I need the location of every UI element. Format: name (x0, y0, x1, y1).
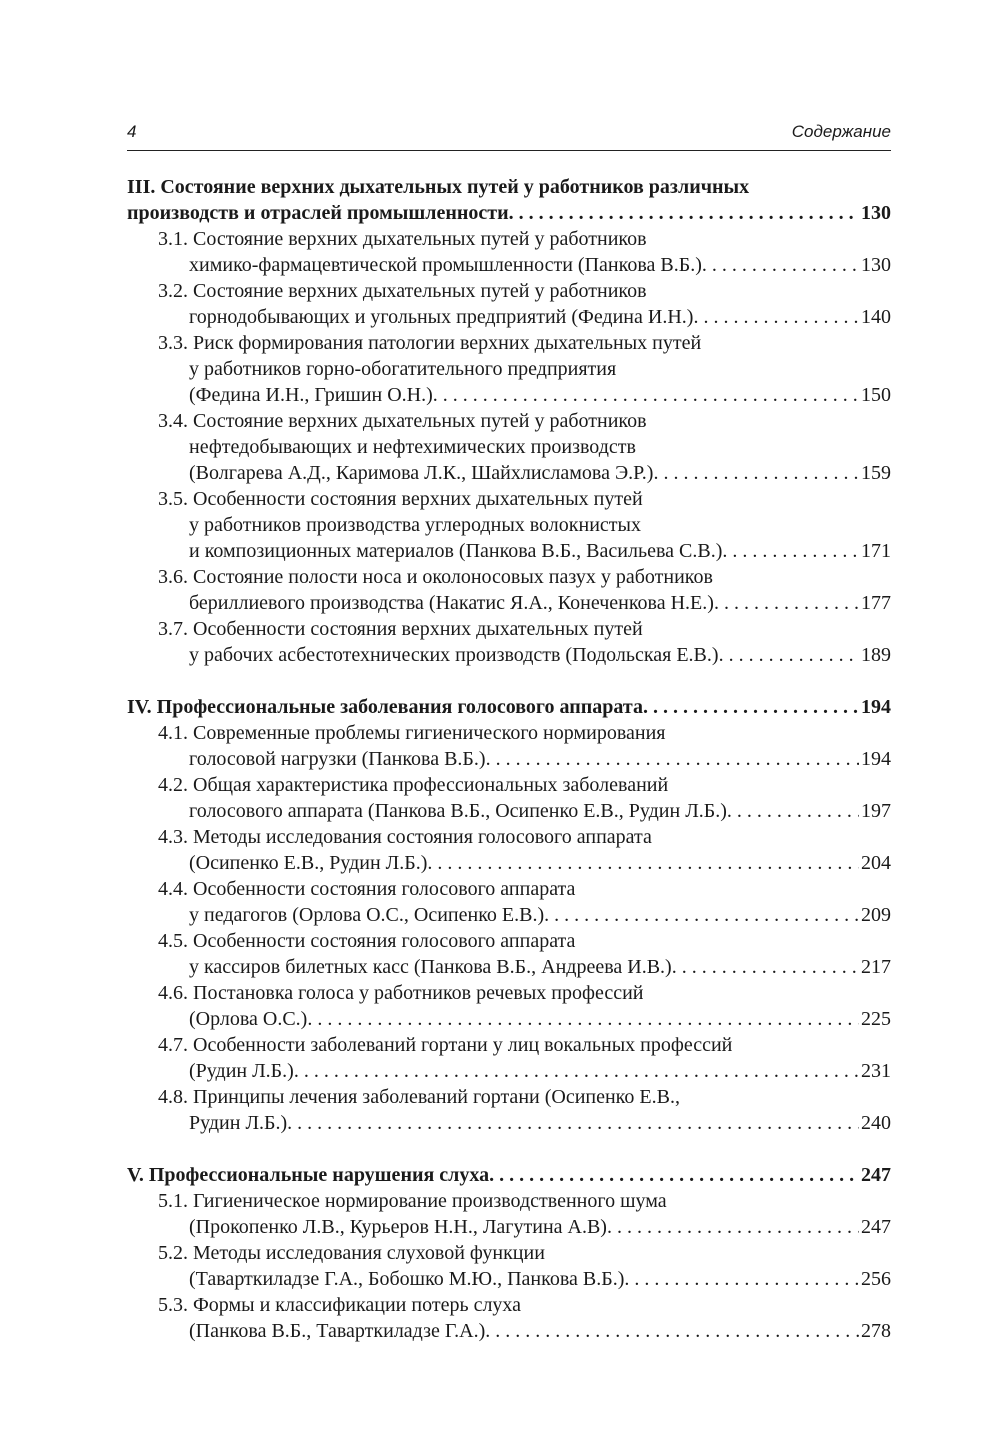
toc-entry-text: IV. Профессиональные заболевания голосового аппарата (127, 696, 643, 718)
toc-entry-line (127, 876, 891, 902)
toc-section[interactable] (127, 564, 891, 616)
toc-entry-last-line (127, 460, 891, 486)
toc-entry-text: и композиционных материалов (Панкова В.Б., Васильева С.В.) (189, 540, 723, 562)
dot-leader (624, 1266, 859, 1292)
toc-entry-text: 4.1. Современные проблемы гигиенического нормирования (158, 722, 666, 744)
toc-page-number: 278 (861, 1320, 891, 1342)
toc-entry-line (127, 174, 891, 200)
toc-entry-text: у работников горно-обогатительного предприятия (189, 358, 617, 380)
toc-entry-last-line (127, 1058, 891, 1084)
toc-page-number: 247 (861, 1216, 891, 1238)
toc-section[interactable] (127, 330, 891, 408)
toc-page-number: 171 (861, 540, 891, 562)
toc-entry-text: 5.3. Формы и классификации потерь слуха (158, 1294, 522, 1316)
dot-leader (489, 1162, 859, 1188)
dot-leader (607, 1214, 859, 1240)
dot-leader (719, 642, 859, 668)
toc-entry-line (127, 928, 891, 954)
toc-entry-line (127, 1240, 891, 1266)
toc-entry-text: производств и отраслей промышленности (127, 202, 509, 224)
toc-entry-text: V. Профессиональные нарушения слуха (127, 1164, 490, 1186)
toc-entry-text: 4.5. Особенности состояния голосового аппарата (158, 930, 576, 952)
toc-entry-line (127, 980, 891, 1006)
toc-entry-line (127, 564, 891, 590)
dot-leader (307, 1006, 859, 1032)
toc-entry-last-line (127, 590, 891, 616)
toc-entry-last-line (127, 746, 891, 772)
toc-section[interactable] (127, 824, 891, 876)
toc-page-number: 194 (861, 696, 891, 718)
toc-entry-line (127, 356, 891, 382)
toc-entry-line (127, 330, 891, 356)
toc-page-number: 209 (861, 904, 891, 926)
toc-entry-line (127, 486, 891, 512)
toc-page-number: 159 (861, 462, 891, 484)
toc-entry-text: (Орлова О.С.) (189, 1008, 308, 1030)
toc-entry-text: III. Состояние верхних дыхательных путей у работников различных (127, 176, 750, 198)
toc-entry-last-line (127, 1162, 891, 1188)
toc-section[interactable] (127, 1292, 891, 1344)
dot-leader (427, 850, 859, 876)
toc-entry-text: у рабочих асбестотехнических производств (Подольская Е.В.) (189, 644, 719, 666)
toc-section[interactable] (127, 1032, 891, 1084)
toc-entry-text: (Панкова В.Б., Таварткиладзе Г.А.) (189, 1320, 486, 1342)
section-gap (127, 668, 891, 694)
toc-entry-line (127, 616, 891, 642)
toc-entry-last-line (127, 252, 891, 278)
toc-entry-line (127, 720, 891, 746)
dot-leader (722, 538, 859, 564)
toc-entry-text: нефтедобывающих и нефтехимических производств (189, 436, 636, 458)
toc-page-number: 140 (861, 306, 891, 328)
toc-entry-line (127, 1292, 891, 1318)
toc-entry-last-line (127, 798, 891, 824)
toc-page-number: 194 (861, 748, 891, 770)
toc-entry-text: (Прокопенко Л.В., Курьеров Н.Н., Лагутина А.В) (189, 1216, 607, 1238)
toc-section[interactable] (127, 1240, 891, 1292)
dot-leader (727, 798, 859, 824)
dot-leader (485, 1318, 859, 1344)
toc-entry-line (127, 434, 891, 460)
toc-entry-text: 3.3. Риск формирования патологии верхних дыхательных путей (158, 332, 702, 354)
toc-page-number: 197 (861, 800, 891, 822)
toc-section[interactable] (127, 616, 891, 668)
toc-entry-last-line (127, 902, 891, 928)
toc-entry-text: (Таварткиладзе Г.А., Бобошко М.Ю., Панкова В.Б.) (189, 1268, 625, 1290)
toc-section[interactable] (127, 486, 891, 564)
toc-section[interactable] (127, 772, 891, 824)
dot-leader (544, 902, 859, 928)
toc-entry-line (127, 824, 891, 850)
toc-page-number: 204 (861, 852, 891, 874)
dot-leader (693, 304, 859, 330)
toc-entry-text: у работников производства углеродных волокнистых (189, 514, 641, 536)
toc-entry-last-line (127, 200, 891, 226)
toc-entry-last-line (127, 304, 891, 330)
toc-section[interactable] (127, 226, 891, 278)
toc-entry-text: 4.8. Принципы лечения заболеваний гортани (Осипенко Е.В., (158, 1086, 680, 1108)
toc-entry-line (127, 278, 891, 304)
toc-entry-line (127, 1032, 891, 1058)
dot-leader (714, 590, 859, 616)
dot-leader (643, 694, 859, 720)
running-header (127, 116, 891, 151)
toc-entry-last-line (127, 1110, 891, 1136)
toc-entry-text: голосового аппарата (Панкова В.Б., Осипенко Е.В., Рудин Л.Б.) (189, 800, 727, 822)
toc-entry-last-line (127, 1266, 891, 1292)
dot-leader (702, 252, 859, 278)
toc-entry-text: голосовой нагрузки (Панкова В.Б.) (189, 748, 486, 770)
running-title: Содержание (791, 122, 891, 141)
toc-entry-line (127, 512, 891, 538)
dot-leader (509, 200, 859, 226)
toc-entry-text: 3.1. Состояние верхних дыхательных путей у работников (158, 228, 647, 250)
toc-entry-text: бериллиевого производства (Накатис Я.А., Конеченкова Н.Е.) (189, 592, 714, 614)
dot-leader (287, 1110, 859, 1136)
toc-chapter[interactable] (127, 174, 891, 226)
toc-page-number: 150 (861, 384, 891, 406)
toc-entry-text: 4.7. Особенности заболеваний гортани у лиц вокальных профессий (158, 1034, 733, 1056)
toc-entry-text: (Волгарева А.Д., Каримова Л.К., Шайхлисламова Э.Р.) (189, 462, 654, 484)
toc-page-number: 189 (861, 644, 891, 666)
toc-entry-last-line (127, 642, 891, 668)
toc-section[interactable] (127, 278, 891, 330)
toc-entry-text: (Федина И.Н., Гришин О.Н.) (189, 384, 433, 406)
table-of-contents (127, 174, 891, 1344)
toc-entry-text: 4.6. Постановка голоса у работников речевых профессий (158, 982, 644, 1004)
toc-entry-last-line (127, 954, 891, 980)
dot-leader (294, 1058, 859, 1084)
toc-entry-last-line (127, 1318, 891, 1344)
toc-page-number: 247 (861, 1164, 891, 1186)
toc-entry-text: (Рудин Л.Б.) (189, 1060, 294, 1082)
dot-leader (486, 746, 859, 772)
dot-leader (653, 460, 859, 486)
toc-entry-text: 3.4. Состояние верхних дыхательных путей у работников (158, 410, 647, 432)
toc-entry-line (127, 772, 891, 798)
toc-entry-text: 4.2. Общая характеристика профессиональных заболеваний (158, 774, 669, 796)
toc-entry-last-line (127, 1006, 891, 1032)
toc-entry-text: 3.2. Состояние верхних дыхательных путей у работников (158, 280, 647, 302)
toc-entry-text: 5.2. Методы исследования слуховой функции (158, 1242, 545, 1264)
toc-page-number: 217 (861, 956, 891, 978)
toc-entry-last-line (127, 538, 891, 564)
toc-entry-text: 3.7. Особенности состояния верхних дыхательных путей (158, 618, 643, 640)
toc-entry-last-line (127, 382, 891, 408)
toc-page-number: 130 (861, 254, 891, 276)
toc-page-number: 240 (861, 1112, 891, 1134)
toc-entry-text: у кассиров билетных касс (Панкова В.Б., Андреева И.В.) (189, 956, 672, 978)
toc-entry-text: у педагогов (Орлова О.С., Осипенко Е.В.) (189, 904, 545, 926)
toc-page-number: 256 (861, 1268, 891, 1290)
toc-entry-text: Рудин Л.Б.) (189, 1112, 288, 1134)
toc-section[interactable] (127, 1188, 891, 1240)
toc-entry-text: химико-фармацевтической промышленности (Панкова В.Б.) (189, 254, 702, 276)
toc-entry-last-line (127, 850, 891, 876)
toc-entry-line (127, 226, 891, 252)
toc-entry-text: 4.4. Особенности состояния голосового аппарата (158, 878, 576, 900)
dot-leader (672, 954, 859, 980)
toc-entry-line (127, 1188, 891, 1214)
toc-entry-text: 3.6. Состояние полости носа и околоносовых пазух у работников (158, 566, 713, 588)
toc-section[interactable] (127, 876, 891, 928)
toc-section[interactable] (127, 980, 891, 1032)
toc-entry-line (127, 408, 891, 434)
toc-section[interactable] (127, 720, 891, 772)
toc-section[interactable] (127, 1084, 891, 1136)
dot-leader (433, 382, 859, 408)
toc-chapter[interactable] (127, 694, 891, 720)
toc-entry-text: 4.3. Методы исследования состояния голосового аппарата (158, 826, 652, 848)
toc-entry-last-line (127, 694, 891, 720)
toc-entry-text: 5.1. Гигиеническое нормирование производственного шума (158, 1190, 667, 1212)
toc-entry-text: горнодобывающих и угольных предприятий (Федина И.Н.) (189, 306, 694, 328)
section-gap (127, 1136, 891, 1162)
toc-section[interactable] (127, 408, 891, 486)
toc-entry-text: 3.5. Особенности состояния верхних дыхательных путей (158, 488, 643, 510)
toc-entry-text: (Осипенко Е.В., Рудин Л.Б.) (189, 852, 428, 874)
page-number: 4 (127, 122, 137, 141)
toc-page-number: 231 (861, 1060, 891, 1082)
toc-page-number: 177 (861, 592, 891, 614)
toc-page-number: 225 (861, 1008, 891, 1030)
toc-entry-last-line (127, 1214, 891, 1240)
toc-entry-line (127, 1084, 891, 1110)
toc-page-number: 130 (861, 202, 891, 224)
toc-chapter[interactable] (127, 1162, 891, 1188)
toc-section[interactable] (127, 928, 891, 980)
